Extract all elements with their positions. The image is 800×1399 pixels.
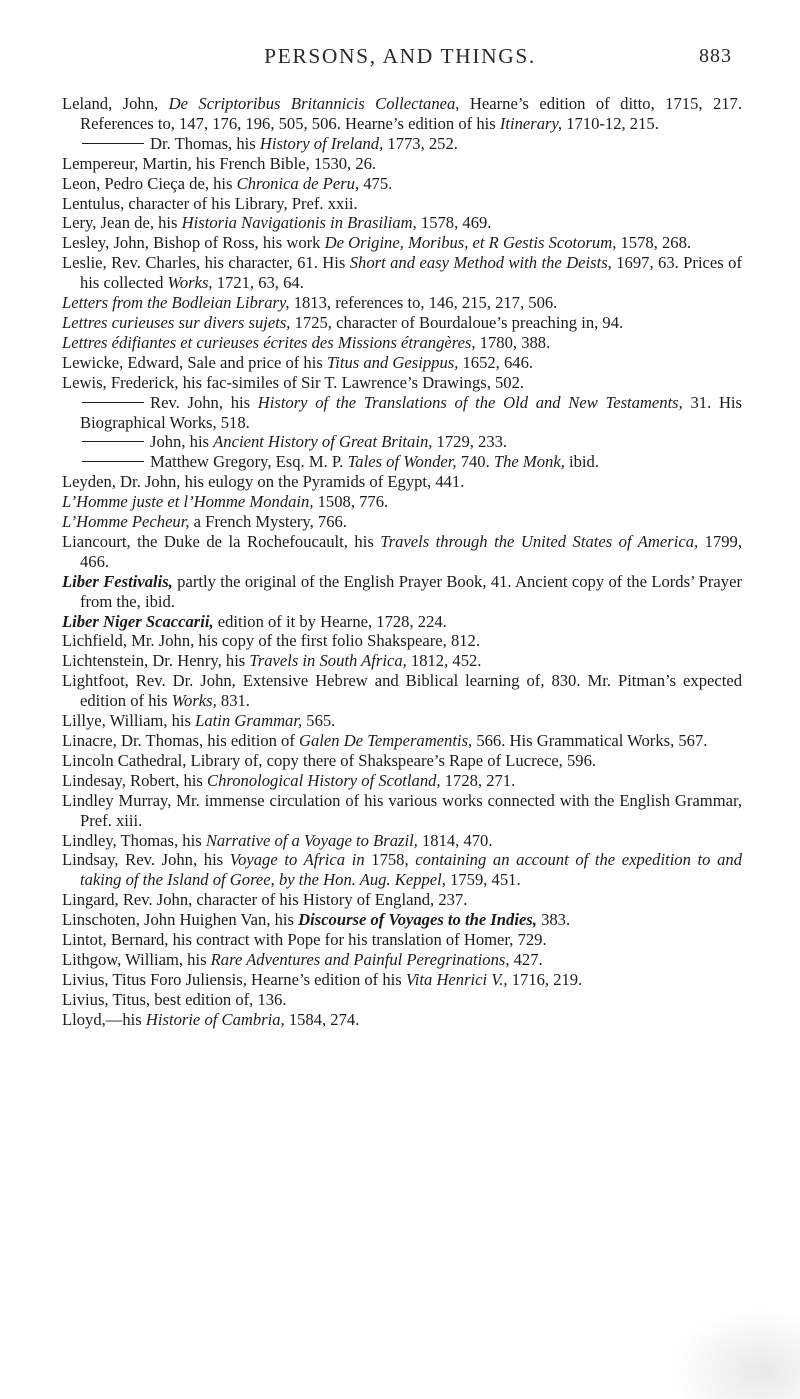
entry-text: 383. xyxy=(536,910,571,930)
entry-text: 1773, 252. xyxy=(383,133,458,153)
ditto-dash xyxy=(82,402,144,403)
entry-title: Ancient History of Great Britain, xyxy=(213,432,433,452)
entry-text: 1652, 646. xyxy=(458,352,534,372)
running-head xyxy=(60,44,740,74)
entry-text: 740. xyxy=(456,452,494,472)
index-entry xyxy=(62,253,742,293)
entry-text: Lloyd,—his xyxy=(62,1009,146,1029)
entry-text: Rev. John, his xyxy=(150,392,258,412)
index-entry xyxy=(62,791,742,831)
index-entry xyxy=(62,751,742,771)
entry-text: Lingard, Rev. John, character of his History of England, 237. xyxy=(62,890,468,910)
index-entry xyxy=(62,930,742,950)
entry-text: 1758, xyxy=(364,850,416,870)
index-entry xyxy=(62,731,742,751)
entry-text: John, his xyxy=(150,432,214,452)
entry-title: Travels through the United States of America, xyxy=(380,531,699,551)
index-entry xyxy=(62,472,742,492)
entry-title: Vita Henrici V., xyxy=(405,969,508,989)
index-entry xyxy=(62,612,742,632)
index-entry xyxy=(62,452,742,472)
entry-title: Works, xyxy=(167,273,213,293)
index-entry xyxy=(62,651,742,671)
entry-title: Letters from the Bodleian Library, xyxy=(62,293,290,313)
index-entry xyxy=(62,950,742,970)
entry-text: 1578, 469. xyxy=(416,213,492,233)
entry-title: L’Homme Pecheur, xyxy=(62,512,190,532)
entry-text: 1584, 274. xyxy=(284,1009,360,1029)
entry-title: Galen De Temperamentis, xyxy=(299,731,473,750)
entry-title: Historie of Cambria, xyxy=(145,1009,285,1029)
entry-title: The Monk, xyxy=(493,452,565,472)
index-entry xyxy=(62,890,742,910)
page-number: 883 xyxy=(699,45,732,67)
entry-text: 1729, 233. xyxy=(432,432,508,452)
entry-text: 1814, 470. xyxy=(417,830,493,850)
entry-text: Linschoten, John Huighen Van, his xyxy=(62,910,299,930)
entry-text: Dr. Thomas, his xyxy=(150,133,260,153)
entry-text: 831. xyxy=(216,691,250,711)
entry-text: 1725, character of Bourdaloue’s preaching in, 94. xyxy=(290,312,624,332)
entry-title: Voyage to Africa in xyxy=(229,850,365,870)
entry-title: Latin Grammar, xyxy=(195,711,303,731)
index-entry xyxy=(62,512,742,532)
entry-text: 1508, 776. xyxy=(313,492,389,512)
entry-title: Liber Niger Scaccarii, xyxy=(62,611,214,631)
index-entry xyxy=(62,970,742,990)
entry-text: 1728, 271. xyxy=(440,770,516,790)
entry-text: Lindesay, Robert, his xyxy=(62,770,208,790)
entry-title: Rare Adventures and Painful Peregrinations, xyxy=(210,949,510,969)
entry-text: Lichtenstein, Dr. Henry, his xyxy=(62,651,250,671)
entry-text: Leslie, Rev. Charles, his character, 61. His xyxy=(62,253,350,273)
index-entry xyxy=(62,671,742,711)
entry-title: Tales of Wonder, xyxy=(347,452,457,472)
entry-text: 1710-12, 215. xyxy=(562,113,659,133)
entry-text: 565. xyxy=(302,711,336,731)
index-entry xyxy=(62,910,742,930)
entry-text: Lindley Murray, Mr. immense circulation of his various works connected with the English Grammar, Pref. xiii. xyxy=(62,790,742,830)
entry-text: 1759, 451. xyxy=(445,870,521,890)
entry-text: partly the original of the English Prayer Book, 41. Ancient copy of the Lords’ Prayer from the, ibid. xyxy=(80,571,742,611)
ditto-dash xyxy=(82,441,144,442)
entry-title: History of Ireland, xyxy=(259,133,384,153)
entry-text: Lithgow, William, his xyxy=(62,949,211,969)
entry-text: 1716, 219. xyxy=(507,969,583,989)
entry-title: Titus and Gesippus, xyxy=(326,352,459,372)
entry-text: 1799, 466. xyxy=(80,531,742,571)
index-entry xyxy=(62,711,742,731)
entry-title: Narrative of a Voyage to Brazil, xyxy=(205,830,418,850)
entry-title: Lettres édifiantes et curieuses écrites des Missions étrangères, xyxy=(62,332,476,352)
entry-text: Livius, Titus, best edition of, 136. xyxy=(62,989,287,1009)
index-entry xyxy=(62,293,742,313)
index-entry xyxy=(62,373,742,393)
entry-text: Lindley, Thomas, his xyxy=(62,830,206,850)
entry-title: Short and easy Method with the Deists, xyxy=(349,253,612,273)
entry-text: Leon, Pedro Cieça de, his xyxy=(62,173,237,193)
index-entry xyxy=(62,94,742,134)
entry-title: Works, xyxy=(171,691,217,711)
index-entry xyxy=(62,631,742,651)
index-entry xyxy=(62,154,742,174)
entry-text: Leland, John, xyxy=(62,94,169,113)
entry-title: Itinerary, xyxy=(499,113,563,133)
entry-title: Travels in South Africa, xyxy=(249,651,407,671)
entry-title: L’Homme juste et l’Homme Mondain, xyxy=(62,492,314,512)
entry-text: 427. xyxy=(509,949,543,969)
entry-text: Lempereur, Martin, his French Bible, 1530, 26. xyxy=(62,153,377,173)
index-entry xyxy=(62,333,742,353)
entry-text: Lewicke, Edward, Sale and price of his xyxy=(62,352,327,372)
index-entry xyxy=(62,831,742,851)
index-entry xyxy=(62,233,742,253)
entry-text: Lichfield, Mr. John, his copy of the first folio Shakspeare, 812. xyxy=(62,631,480,651)
entry-title: Liber Festivalis, xyxy=(62,571,173,591)
entry-title: Lettres curieuses sur divers sujets, xyxy=(62,312,291,332)
entry-title: De Scriptoribus Britannicis Collectanea, xyxy=(168,94,460,113)
running-head-title: PERSONS, AND THINGS. xyxy=(264,44,536,68)
entry-title: containing an account of the expedition to and taking of the Island of Goree, by the Hon. Aug. Keppel, xyxy=(80,850,742,890)
index-entry xyxy=(62,850,742,890)
entry-text: 1780, 388. xyxy=(475,332,551,352)
index-entry xyxy=(62,213,742,233)
entry-text: edition of it by Hearne, 1728, 224. xyxy=(213,611,447,631)
index-entry xyxy=(62,432,742,452)
entry-text: Livius, Titus Foro Juliensis, Hearne’s edition of his xyxy=(62,969,406,989)
entry-text: Hearne’s edition of ditto, 1715, 217. References to, 147, 176, 196, 505, 506. Hearne’s edition of his xyxy=(80,94,743,133)
entry-text: Lightfoot, Rev. Dr. John, Extensive Hebrew and Biblical learning of, 830. Mr. Pitman’s expected edition of his xyxy=(62,671,742,711)
index-entry xyxy=(62,174,742,194)
index-entry xyxy=(62,572,742,612)
index-entry xyxy=(62,393,742,433)
entry-text: a French Mystery, 766. xyxy=(189,512,347,532)
index-entry xyxy=(62,1010,742,1030)
entry-text: 1578, 268. xyxy=(616,233,692,253)
entry-text: Lesley, John, Bishop of Ross, his work xyxy=(62,233,325,253)
index-entry xyxy=(62,532,742,572)
entry-title: Discourse of Voyages to the Indies, xyxy=(298,910,537,930)
index-entry xyxy=(62,492,742,512)
entry-text: 31. His Biographical Works, 518. xyxy=(80,392,742,432)
entry-text: Lery, Jean de, his xyxy=(62,213,182,233)
entry-text: Lincoln Cathedral, Library of, copy there of Shakspeare’s Rape of Lucrece, 596. xyxy=(62,750,597,770)
entry-text: Lewis, Frederick, his fac-similes of Sir T. Lawrence’s Drawings, 502. xyxy=(62,372,525,392)
entry-title: Chronica de Peru, xyxy=(236,173,360,193)
paper-stain xyxy=(670,1309,800,1399)
index-entry xyxy=(62,771,742,791)
entry-text: Leyden, Dr. John, his eulogy on the Pyramids of Egypt, 441. xyxy=(62,472,465,492)
entry-text: 1813, references to, 146, 215, 217, 506. xyxy=(289,293,558,313)
entry-text: Matthew Gregory, Esq. M. P. xyxy=(150,452,348,472)
entry-text: Lentulus, character of his Library, Pref. xxii. xyxy=(62,193,358,213)
entry-title: Historia Navigationis in Brasiliam, xyxy=(181,213,417,233)
entry-text: Lintot, Bernard, his contract with Pope for his translation of Homer, 729. xyxy=(62,930,547,950)
index-entry xyxy=(62,194,742,214)
entry-title: History of the Translations of the Old and New Testaments, xyxy=(257,392,683,412)
entry-title: Chronological History of Scotland, xyxy=(207,770,441,790)
entry-text: 1697, 63. Prices of his collected xyxy=(80,253,742,293)
entry-text: 566. His Grammatical Works, 567. xyxy=(472,731,708,750)
entry-text: 1812, 452. xyxy=(406,651,482,671)
entry-text: Lindsay, Rev. John, his xyxy=(62,850,230,870)
entry-text: 1721, 63, 64. xyxy=(212,273,304,293)
index-entry xyxy=(62,990,742,1010)
index-entry xyxy=(62,134,742,154)
entry-text: Lillye, William, his xyxy=(62,711,196,731)
index-entry xyxy=(62,313,742,333)
ditto-dash xyxy=(82,143,144,144)
ditto-dash xyxy=(82,461,144,462)
entry-text: Linacre, Dr. Thomas, his edition of xyxy=(62,731,300,750)
entry-text: ibid. xyxy=(564,452,599,472)
index-entry xyxy=(62,353,742,373)
entry-text: Liancourt, the Duke de la Rochefoucault, his xyxy=(62,531,381,551)
index-entries xyxy=(62,94,742,1030)
entry-title: De Origine, Moribus, et R Gestis Scotorum, xyxy=(324,233,617,253)
entry-text: 475. xyxy=(359,173,393,193)
